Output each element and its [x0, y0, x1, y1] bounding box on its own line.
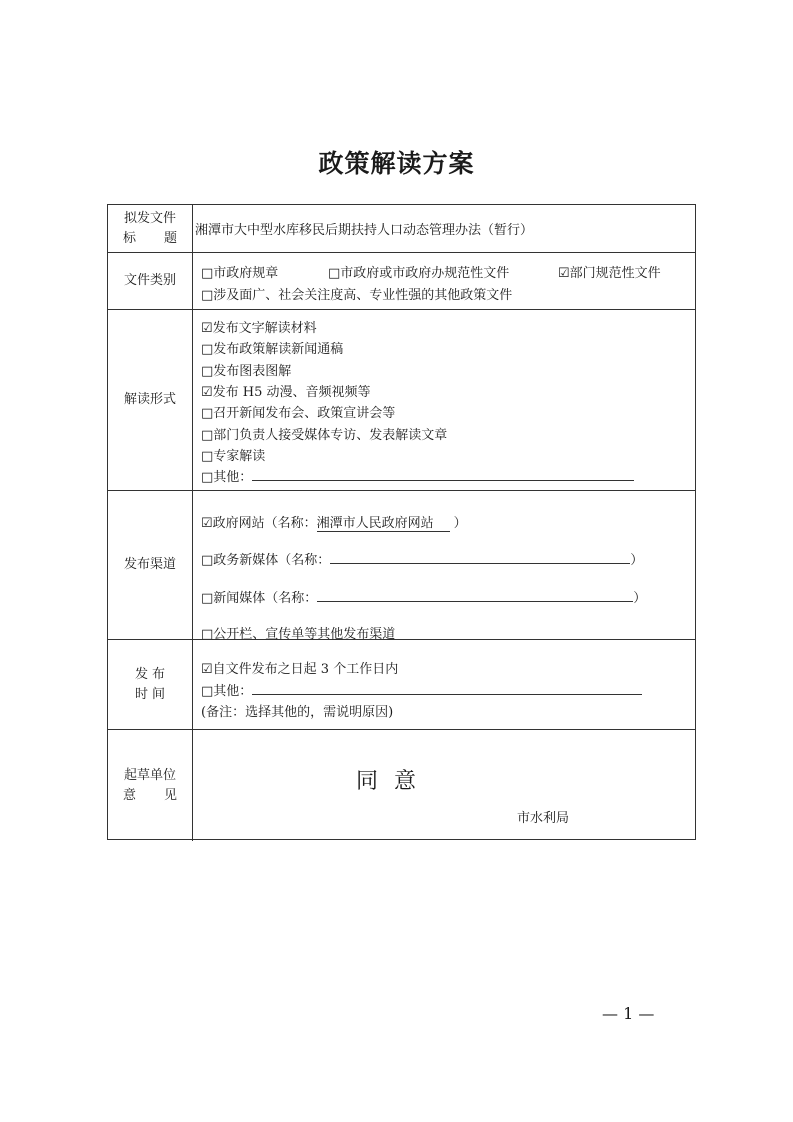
- row-category: [108, 252, 695, 309]
- channel-gov-site[interactable]: ☑政府网站（名称：湘潭市人民政府网站 ）: [201, 516, 467, 531]
- label-drafting-opinion: 起草单位 意 见: [108, 730, 193, 841]
- page-title: 政策解读方案: [318, 149, 475, 178]
- label-category: 文件类别: [108, 253, 193, 309]
- time-option-other[interactable]: □其他：: [201, 680, 642, 699]
- label-doc-title: 拟发文件 标 题: [108, 205, 193, 252]
- approval-text: 同意: [356, 769, 433, 794]
- category-option-1[interactable]: □市政府规章: [201, 266, 279, 281]
- form-option-other[interactable]: □其他：: [201, 466, 634, 485]
- gov-site-name: 湘潭市人民政府网站: [317, 516, 450, 532]
- label-interpretation-form: 解读形式: [108, 310, 193, 490]
- drafting-unit: 市水利局: [517, 811, 570, 826]
- form-option[interactable]: □部门负责人接受媒体专访、发表解读文章: [201, 428, 448, 443]
- channel-news-media[interactable]: □新闻媒体（名称： ）: [201, 587, 646, 606]
- row-publish-channel: [108, 490, 695, 642]
- time-note: (备注：选择其他的，需说明原因): [201, 705, 394, 720]
- row-drafting-opinion: [108, 729, 695, 841]
- category-option-2[interactable]: □市政府或市政府办规范性文件: [328, 266, 510, 281]
- new-media-blank-line: [330, 549, 630, 564]
- row-doc-title: [108, 205, 695, 252]
- doc-title-value: 湘潭市大中型水库移民后期扶持人口动态管理办法（暂行）: [195, 223, 534, 238]
- news-media-blank-line: [317, 587, 633, 602]
- category-option-4[interactable]: □涉及面广、社会关注度高、专业性强的其他政策文件: [201, 288, 513, 303]
- form-option[interactable]: ☑发布 H5 动漫、音频视频等: [201, 385, 371, 400]
- time-option-3days[interactable]: ☑自文件发布之日起 3 个工作日内: [201, 662, 399, 677]
- time-other-blank-line: [252, 680, 642, 695]
- category-option-3[interactable]: ☑部门规范性文件: [558, 266, 661, 281]
- form-option[interactable]: □发布政策解读新闻通稿: [201, 342, 344, 357]
- form-option[interactable]: □发布图表图解: [201, 364, 292, 379]
- form-option[interactable]: □专家解读: [201, 449, 266, 464]
- form-option[interactable]: ☑发布文字解读材料: [201, 321, 317, 336]
- page-number: — 1 —: [602, 1004, 655, 1023]
- row-interpretation-form: [108, 309, 695, 490]
- row-publish-time: [108, 639, 695, 729]
- label-publish-channel: 发布渠道: [108, 491, 193, 639]
- label-publish-time: 发 布 时 间: [108, 640, 193, 729]
- other-blank-line: [252, 466, 634, 481]
- channel-new-media[interactable]: □政务新媒体（名称： ）: [201, 549, 643, 568]
- policy-form-table: [107, 204, 696, 840]
- form-option[interactable]: □召开新闻发布会、政策宣讲会等: [201, 406, 396, 421]
- channel-board[interactable]: □公开栏、宣传单等其他发布渠道: [201, 627, 396, 642]
